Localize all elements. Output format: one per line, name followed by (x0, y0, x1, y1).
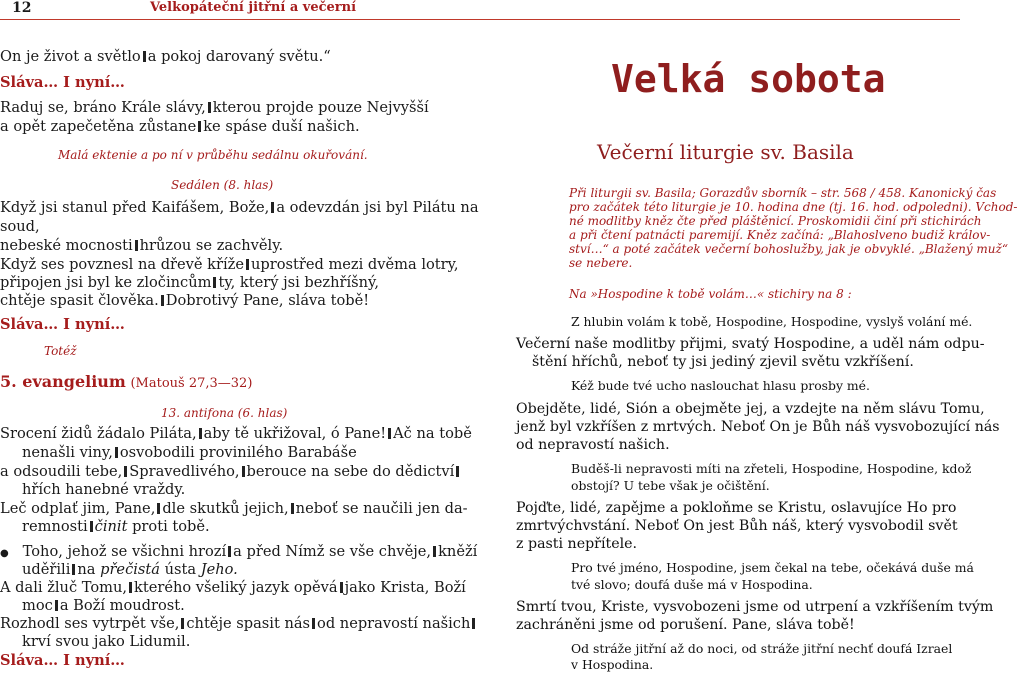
text-line: Raduj se, bráno Krále slávy, kterou projde pouze Nejvyšší (0, 99, 429, 116)
text-line: Obejděte, lidé, Sión a obejměte jej, a vzdejte na něm slávu Tomu, (516, 401, 985, 417)
page-subtitle: Večerní liturgie sv. Basila (597, 140, 854, 164)
rubric: 13. antifona (6. hlas) (161, 406, 288, 420)
rubric: Malá ektenie a po ní v průběhu sedálnu okuřování. (58, 148, 368, 162)
rubric: pro začátek této liturgie je 10. hodina dne (tj. 16. hod. odpoledni). Vchod- (569, 200, 1017, 214)
text-line: zmrtvýchvstání. Neboť On jest Bůh náš, který vysvobodil svět (516, 518, 958, 534)
verse-divider-mark (312, 618, 315, 629)
text-line: A dali žluč Tomu, kterého všeliký jazyk opěvá jako Krista, Boží (0, 579, 466, 596)
text-line: chtěje spasit člověka. Dobrotivý Pane, sláva tobě! (0, 292, 370, 309)
verse-divider-mark (228, 546, 231, 557)
gospel-heading: 5. evangelium (Matouš 27,3—32) (0, 372, 253, 391)
verse-line: Buděš-li nepravosti míti na zřeteli, Hospodine, Hospodine, kdož (571, 461, 972, 476)
verse-line: Kéž bude tvé ucho naslouchat hlasu prosby mé. (571, 378, 870, 393)
rubric: Při liturgii sv. Basila; Gorazdův sborník – str. 568 / 458. Kanonický čas (569, 186, 997, 200)
verse-divider-mark (198, 121, 201, 132)
text-line: ● Toho, jehož se všichni hrozí a před Nímž se vše chvěje, kněží (0, 543, 478, 560)
verse-divider-mark (271, 202, 274, 213)
rubric: Sedálen (8. hlas) (171, 178, 274, 192)
verse-divider-mark (135, 240, 138, 251)
page-header (0, 0, 960, 22)
verse-divider-mark (129, 582, 132, 593)
verse-divider-mark (124, 466, 127, 477)
text-line: jenž byl vzkříšen z mrtvých. Neboť On je Bůh náš vysvobozující nás (516, 419, 1000, 435)
text-line: Leč odplať jim, Pane, dle skutků jejich, neboť se naučili jen da- (0, 500, 468, 517)
verse-divider-mark (90, 521, 93, 532)
verse-divider-mark (208, 102, 211, 113)
text-line: Když ses povznesl na dřevě kříže uprostřed mezi dvěma lotry, (0, 256, 459, 273)
page-title: Velká sobota (611, 57, 886, 101)
page-number: 12 (12, 0, 32, 16)
text-line: Večerní naše modlitby přijmi, svatý Hospodine, a uděl nám odpu- (516, 336, 985, 352)
text-line: Srocení židů žádalo Piláta, aby tě ukřižoval, ó Pane! Ač na tobě (0, 425, 472, 442)
verse-line: Pro tvé jméno, Hospodine, jsem čekal na tebe, očekává duše má (571, 560, 974, 575)
text-line: uděřili na přečistá ústa Jeho. (22, 561, 238, 578)
verse-divider-mark (246, 259, 249, 270)
verse-divider-mark (199, 428, 202, 439)
text-line: krví svou jako Lidumil. (22, 633, 191, 650)
verse-divider-mark (161, 295, 164, 306)
verse-divider-mark (472, 618, 475, 629)
verse-divider-mark (115, 447, 118, 458)
text-line: On je život a světlo a pokoj darovaný světu.“ (0, 48, 331, 65)
verse-divider-mark (181, 618, 184, 629)
text-line: štění hříchů, neboť ty jsi jediný zjevil světu vzkříšení. (532, 354, 914, 370)
text-line: nenašli viny, osvobodili provinilého Barabáše (22, 444, 357, 461)
verse-divider-mark (388, 428, 391, 439)
verse-divider-mark (72, 564, 75, 575)
rubric: se nebere. (569, 256, 633, 270)
gloria-line: Sláva… I nyní… (0, 316, 125, 333)
gloria-line: Sláva… I nyní… (0, 652, 125, 669)
verse-line: tvé slovo; doufá duše má v Hospodina. (571, 577, 813, 592)
text-line: soud, (0, 218, 40, 235)
rubric: Totéž (44, 344, 77, 358)
verse-line: v Hospodina. (571, 657, 654, 672)
verse-divider-mark (456, 466, 459, 477)
text-line: moc a Boží moudrost. (22, 597, 185, 614)
bullet-icon: ● (0, 548, 9, 559)
text-line: hřích hanebné vraždy. (22, 481, 186, 498)
text-line: a odsoudili tebe, Spravedlivého, berouce na sebe do dědictví (0, 463, 461, 480)
verse-divider-mark (340, 582, 343, 593)
rubric: a při čtení patnácti paremijí. Kněz začíná: „Blahoslveno budiž králov- (569, 228, 991, 242)
text-line: z pasti nepřítele. (516, 536, 638, 552)
text-line: Když jsi stanul před Kaifášem, Bože, a odevzdán jsi byl Pilátu na (0, 199, 479, 216)
rubric: né modlitby kněz čte před pláštěnicí. Proskomidii činí při stichirách (569, 214, 982, 228)
rubric: ství…“ a poté začátek večerní bohoslužby, jak je obvyklé. „Blažený muž“ (569, 242, 1008, 256)
verse-divider-mark (55, 600, 58, 611)
text-line: Rozhodl ses vytrpět vše, chtěje spasit nás od nepravostí našich (0, 615, 477, 632)
text-line: a opět zapečetěna zůstane ke spáse duší našich. (0, 118, 360, 135)
rubric-heading: Na »Hospodine k tobě volám…« stichiry na 8 : (569, 287, 852, 301)
text-line: zachráněni jsme od porušení. Pane, sláva tobě! (516, 617, 855, 633)
verse-divider-mark (143, 51, 146, 62)
verse-line: Od stráže jitřní až do noci, od stráže jitřní nechť doufá Izrael (571, 641, 953, 656)
verse-divider-mark (213, 277, 216, 288)
header-rule (0, 19, 960, 20)
text-line: nebeské mocnosti hrůzou se zachvěly. (0, 237, 284, 254)
text-line: od nepravostí našich. (516, 437, 670, 453)
text-line: Smrtí tvou, Kriste, vysvobozeni jsme od utrpení a vzkříšením tvým (516, 599, 994, 615)
verse-divider-mark (157, 503, 160, 514)
text-line: remnosti činit proti tobě. (22, 518, 210, 535)
text-line: připojen jsi byl ke zločincům ty, který jsi bezhříšný, (0, 274, 379, 291)
running-title: Velkopáteční jitřní a večerní (150, 0, 357, 15)
verse-divider-mark (291, 503, 294, 514)
gloria-line: Sláva… I nyní… (0, 74, 125, 91)
verse-divider-mark (433, 546, 436, 557)
verse-line: obstojí? U tebe však je očištění. (571, 478, 770, 493)
verse-line: Z hlubin volám k tobě, Hospodine, Hospodine, vyslyš volání mé. (571, 314, 973, 329)
text-line: Pojďte, lidé, zapějme a pokloňme se Kristu, oslavujíce Ho pro (516, 500, 957, 516)
verse-divider-mark (242, 466, 245, 477)
